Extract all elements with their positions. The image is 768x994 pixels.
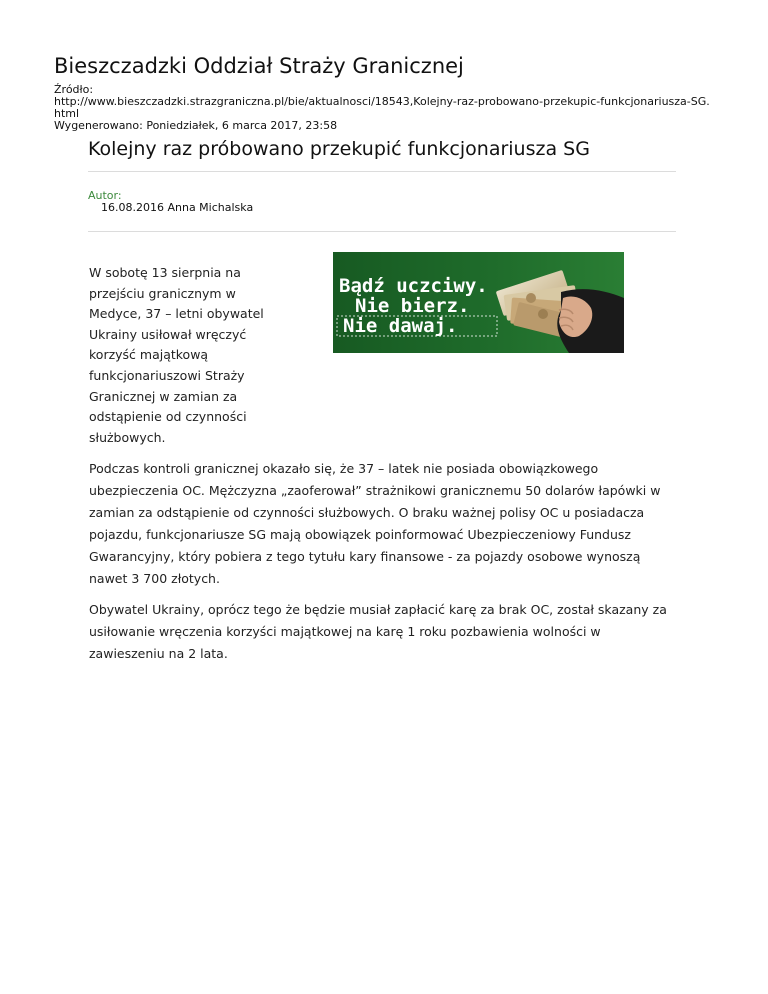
article-paragraph: Obywatel Ukrainy, oprócz tego że będzie musiał zapłacić karę za brak OC, został skazany za usiłowanie wręczenia korzyści majątkowej na karę 1 roku pozbawienia wolności w zawieszeniu na 2 lata.: [89, 602, 667, 661]
author-label: Autor:: [88, 189, 122, 202]
article-lead: W sobotę 13 sierpnia na przejściu granicznym w Medyce, 37 – letni obywatel Ukrainy usiłował wręczyć korzyść majątkową funkcjonariuszowi Straży Granicznej w zamian za odstąpienie od czynności służbowych.: [89, 265, 264, 445]
banner-line-1: Bądź uczciwy.: [339, 275, 488, 297]
anti-corruption-banner: [333, 252, 624, 353]
banner-line-3: Nie dawaj.: [343, 315, 458, 337]
title-divider: [88, 171, 676, 172]
source-meta: [54, 84, 716, 132]
generated-date: Wygenerowano: Poniedziałek, 6 marca 2017, 23:58: [54, 119, 338, 132]
source-label: Źródło:: [54, 83, 94, 96]
article-title: Kolejny raz próbowano przekupić funkcjonariusza SG: [88, 138, 590, 160]
author-date: 16.08.2016 Anna Michalska: [101, 201, 254, 214]
article-paragraph: Podczas kontroli granicznej okazało się, że 37 – latek nie posiada obowiązkowego ubezpieczenia OC. Mężczyzna „zaoferował” strażnikowi granicznemu 50 dolarów łapówki w zamian za odstąpienie od czynności służbowych. O braku ważnej polisy OC u posiadacza pojazdu, funkcjonariusze SG mają obowiązek poinformować Ubezpieczeniowy Fundusz Gwarancyjny, który pobiera z tego tytułu kary finansowe - za pojazdy osobowe wynoszą nawet 3 700 złotych.: [89, 461, 661, 586]
banner-graphic: [333, 252, 624, 353]
source-url[interactable]: http://www.bieszczadzki.strazgraniczna.pl/bie/aktualnosci/18543,Kolejny-raz-probowano-przekupic-funkcjonariusza-SG.html: [54, 95, 710, 120]
site-title: Bieszczadzki Oddział Straży Granicznej: [54, 54, 464, 78]
author-divider: [88, 231, 676, 232]
banner-line-2: Nie bierz.: [355, 295, 470, 317]
